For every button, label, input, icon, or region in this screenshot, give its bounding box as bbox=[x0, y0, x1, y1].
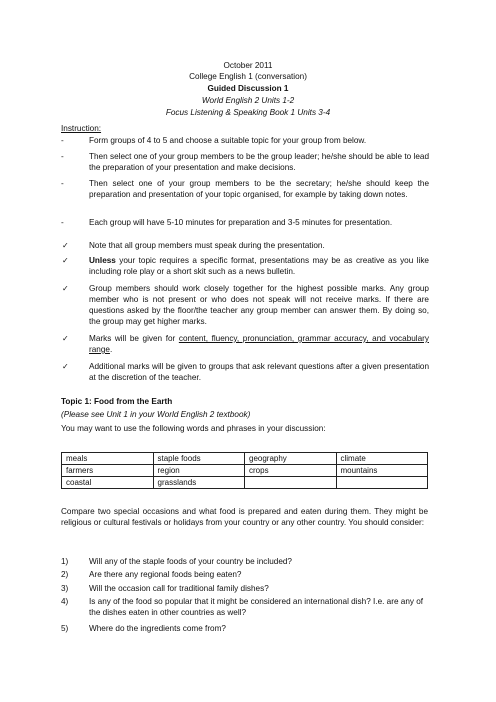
table-row bbox=[62, 477, 428, 489]
instruction-heading: Instruction: bbox=[61, 124, 102, 133]
note-item: ✓ Note that all group members must speak during the presentation. bbox=[62, 241, 325, 250]
check-icon: ✓ bbox=[62, 362, 69, 371]
note-item: ✓ Additional marks will be given to groups that ask relevant questions after a given presentation at the discretion of the teacher. bbox=[62, 362, 429, 382]
table-cell: staple foods bbox=[153, 453, 245, 465]
question-item: 3) Will the occasion call for traditional family dishes? bbox=[61, 584, 269, 593]
table-cell: coastal bbox=[62, 477, 154, 489]
note-item: ✓ Unless your topic requires a specific format, presentations may be as creative as you like including role play or a short skit such as a news bulletin. bbox=[62, 256, 429, 276]
question-item: 4) Is any of the food so popular that it might be considered an international dish? I.e. are any of the dishes eaten in other countries as well? bbox=[61, 597, 424, 617]
question-item: 5) Where do the ingredients come from? bbox=[61, 624, 226, 633]
check-icon: ✓ bbox=[62, 334, 69, 343]
table-cell: mountains bbox=[336, 465, 428, 477]
topic-paragraph: Compare two special occasions and what food is prepared and eaten during them. They might be religious or cultural festivals or holidays from your country or any other country. You should consider: bbox=[61, 507, 428, 527]
topic-heading: Topic 1: Food from the Earth bbox=[61, 397, 173, 406]
table-cell bbox=[245, 477, 337, 489]
marking-criteria: content, fluency, pronunciation, grammar accuracy, and vocabulary range bbox=[89, 334, 429, 354]
table-cell: geography bbox=[245, 453, 337, 465]
document-title: Guided Discussion 1 bbox=[207, 84, 289, 93]
reference-book-1: World English 2 Units 1-2 bbox=[201, 96, 295, 105]
instruction-item: - Form groups of 4 to 5 and choose a suitable topic for your group from below. bbox=[61, 136, 367, 145]
reference-book-2: Focus Listening & Speaking Book 1 Units 3-4 bbox=[165, 108, 331, 117]
question-item: 2) Are there any regional foods being eaten? bbox=[61, 570, 242, 579]
dash-bullet: - bbox=[61, 218, 64, 227]
table-cell: crops bbox=[245, 465, 337, 477]
vocabulary-table bbox=[61, 452, 428, 489]
table-row bbox=[62, 465, 428, 477]
note-item: ✓ Group members should work closely together for the highest possible marks. Any group member who is not present or who does not speak will not receive marks. If there are questions asked by the floor/the teacher any group member can answer them. By doing so, the group may get higher marks. bbox=[62, 284, 429, 326]
table-row bbox=[62, 453, 428, 465]
check-icon: ✓ bbox=[62, 241, 69, 250]
dash-bullet: - bbox=[61, 179, 64, 188]
emphasis-unless: Unless bbox=[89, 256, 116, 265]
table-cell: farmers bbox=[62, 465, 154, 477]
question-item: 1) Will any of the staple foods of your country be included? bbox=[61, 557, 292, 566]
course-name: College English 1 (conversation) bbox=[189, 72, 307, 81]
topic-subheading: (Please see Unit 1 in your World English 2 textbook) bbox=[61, 410, 251, 419]
check-icon: ✓ bbox=[62, 284, 69, 293]
document-date: October 2011 bbox=[223, 61, 273, 70]
instruction-item: - Each group will have 5-10 minutes for preparation and 3-5 minutes for presentation. bbox=[61, 218, 393, 227]
table-cell: meals bbox=[62, 453, 154, 465]
table-cell: grasslands bbox=[153, 477, 245, 489]
note-item: ✓ Marks will be given for content, fluency, pronunciation, grammar accuracy, and vocabulary range. bbox=[62, 334, 429, 354]
dash-bullet: - bbox=[61, 152, 64, 161]
topic-intro: You may want to use the following words and phrases in your discussion: bbox=[61, 424, 326, 433]
instruction-item: - Then select one of your group members to be the group leader; he/she should be able to lead the preparation of your presentation and make decisions. bbox=[61, 152, 429, 172]
instruction-item: - Then select one of your group members to be the secretary; he/she should keep the preparation and presentation of your topic organised, for example by taking down notes. bbox=[61, 179, 429, 199]
table-cell: climate bbox=[336, 453, 428, 465]
check-icon: ✓ bbox=[62, 256, 69, 265]
dash-bullet: - bbox=[61, 136, 64, 145]
table-cell: region bbox=[153, 465, 245, 477]
table-cell bbox=[336, 477, 428, 489]
